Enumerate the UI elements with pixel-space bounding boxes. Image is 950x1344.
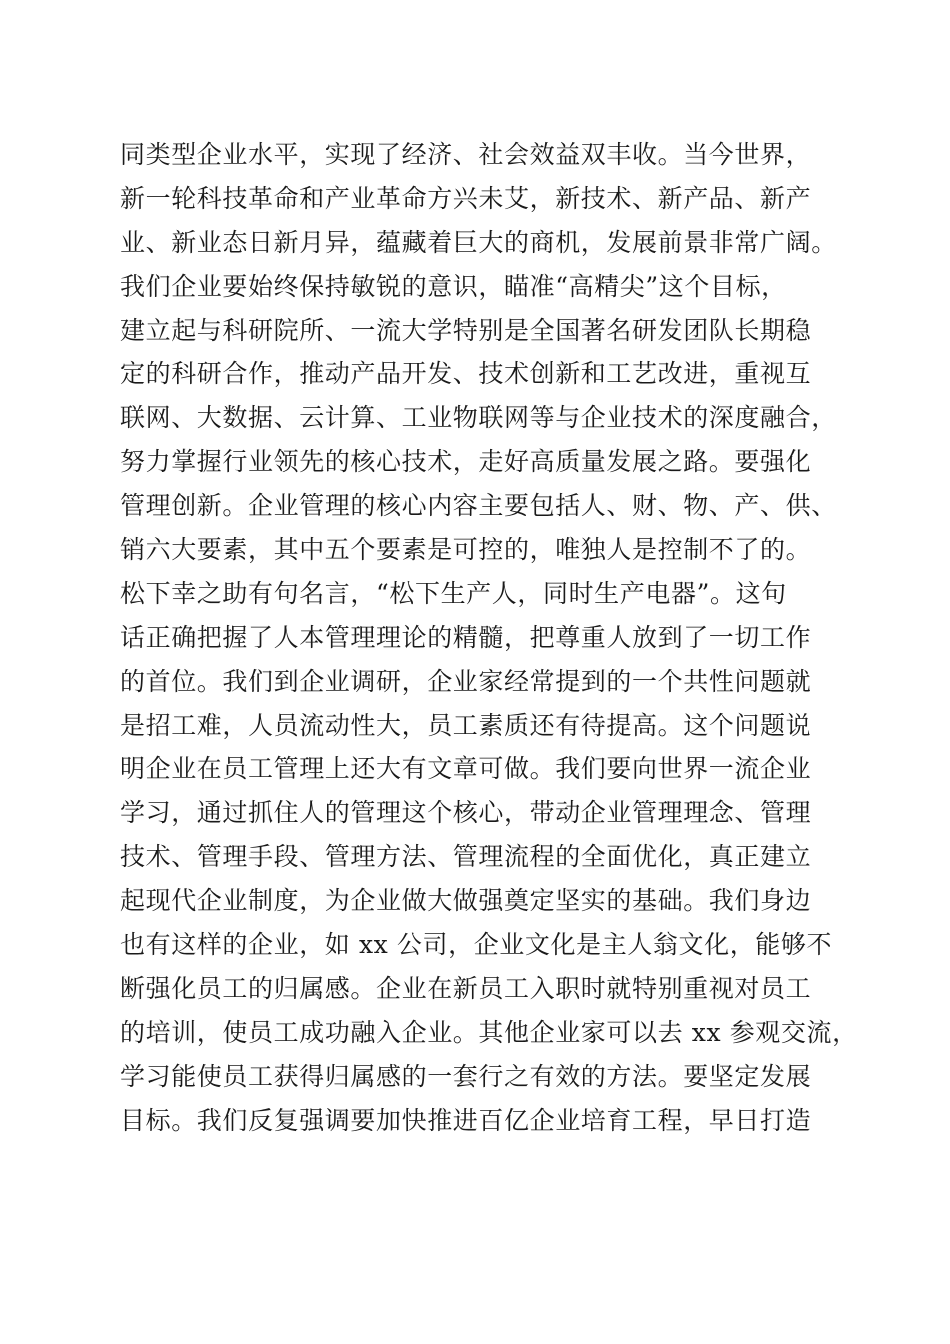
text-line: 建立起与科研院所、一流大学特别是全国著名研发团队长期稳 bbox=[120, 315, 812, 345]
text-line: 技术、管理手段、管理方法、管理流程的全面优化，真正建立 bbox=[120, 842, 812, 872]
text-line: 学习能使员工获得归属感的一套行之有效的方法。要坚定发展 bbox=[120, 1061, 812, 1091]
text-line: 明企业在员工管理上还大有文章可做。我们要向世界一流企业 bbox=[120, 754, 812, 784]
body-paragraph bbox=[120, 133, 858, 1142]
text-line: 新一轮科技革命和产业革命方兴未艾，新技术、新产品、新产 bbox=[120, 183, 812, 213]
text-line: 管理创新。企业管理的核心内容主要包括人、财、物、产、供、 bbox=[120, 491, 837, 521]
text-line: 目标。我们反复强调要加快推进百亿企业培育工程，早日打造 bbox=[120, 1105, 812, 1135]
text-line: 学习，通过抓住人的管理这个核心，带动企业管理理念、管理 bbox=[120, 798, 812, 828]
text-line: 的首位。我们到企业调研，企业家经常提到的一个共性问题就 bbox=[120, 666, 812, 696]
text-line: 同类型企业水平，实现了经济、社会效益双丰收。当今世界， bbox=[120, 140, 812, 169]
text-line: 也有这样的企业，如 xx 公司，企业文化是主人翁文化，能够不 bbox=[120, 930, 833, 960]
text-line: 努力掌握行业领先的核心技术，走好高质量发展之路。要强化 bbox=[120, 447, 812, 477]
text-line: 业、新业态日新月异，蕴藏着巨大的商机，发展前景非常广阔。 bbox=[120, 227, 837, 257]
text-line: 的培训，使员工成功融入企业。其他企业家可以去 xx 参观交流， bbox=[120, 1017, 858, 1047]
text-line: 销六大要素，其中五个要素是可控的，唯独人是控制不了的。 bbox=[120, 535, 812, 565]
text-line: 联网、大数据、云计算、工业物联网等与企业技术的深度融合， bbox=[120, 403, 837, 433]
text-line: 话正确把握了人本管理理论的精髓，把尊重人放到了一切工作 bbox=[120, 622, 812, 652]
text-line: 断强化员工的归属感。企业在新员工入职时就特别重视对员工 bbox=[120, 973, 812, 1003]
text-line: 松下幸之助有句名言，“松下生产人，同时生产电器”。这句 bbox=[120, 578, 787, 608]
text-line: 起现代企业制度，为企业做大做强奠定坚实的基础。我们身边 bbox=[120, 886, 812, 916]
text-line: 我们企业要始终保持敏锐的意识，瞄准“高精尖”这个目标， bbox=[120, 271, 787, 301]
text-line: 定的科研合作，推动产品开发、技术创新和工艺改进，重视互 bbox=[120, 359, 812, 389]
text-line: 是招工难，人员流动性大，员工素质还有待提高。这个问题说 bbox=[120, 710, 812, 740]
